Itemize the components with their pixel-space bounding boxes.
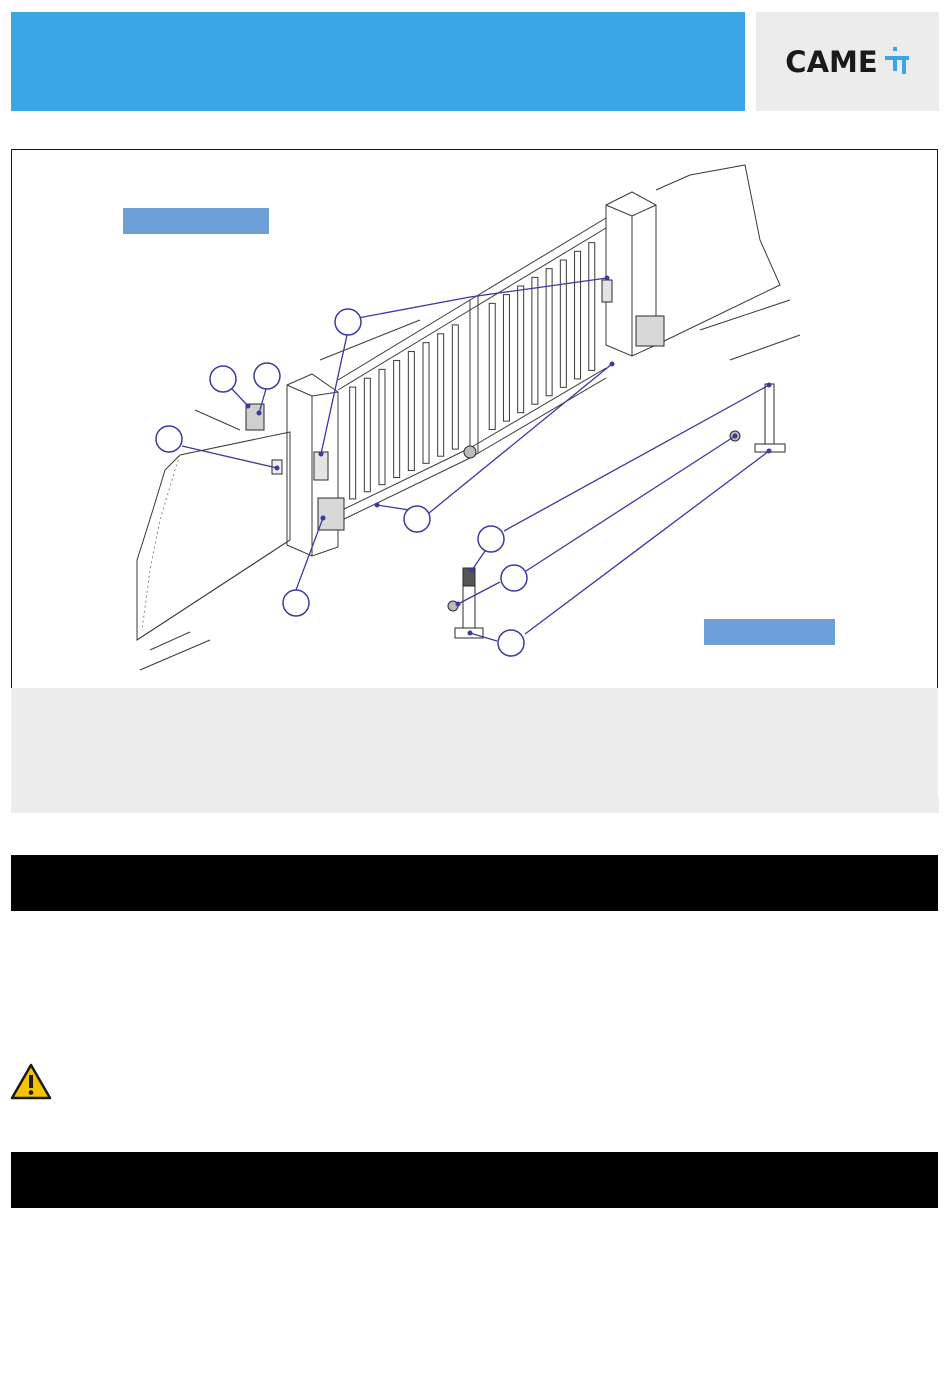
gate-bar — [532, 277, 538, 404]
right-photocell — [602, 280, 612, 302]
callout-6 — [283, 590, 309, 616]
gate-bar — [546, 269, 552, 396]
callout-2 — [210, 366, 236, 392]
callout-7 — [478, 526, 504, 552]
callout-9 — [498, 630, 524, 656]
section-header-2 — [11, 1152, 938, 1208]
gate-bar — [503, 295, 509, 421]
callout-1 — [335, 309, 361, 335]
warning-triangle-icon — [10, 1063, 52, 1101]
gate-bar — [379, 369, 385, 484]
gate-bar — [438, 334, 444, 456]
gate-bar — [394, 360, 400, 477]
callout-3 — [254, 363, 280, 389]
gate-bar — [452, 325, 458, 449]
gate-bar — [364, 378, 370, 492]
right-gearmotor — [636, 316, 664, 346]
left-gearmotor — [318, 498, 344, 530]
gate-bar — [350, 387, 356, 499]
gate-bar — [518, 286, 524, 413]
gate-bar — [560, 260, 566, 387]
gate-bar — [575, 251, 581, 379]
gate-bar — [589, 243, 595, 371]
gate-bar — [423, 343, 429, 464]
section-header-1 — [11, 855, 938, 911]
gate-bar — [408, 352, 414, 471]
brand-logo-text: CAME — [785, 44, 878, 79]
gate-bars — [350, 243, 595, 499]
callout-5 — [404, 506, 430, 532]
gate-lock — [464, 446, 476, 458]
gate-bar — [489, 303, 495, 429]
callout-4 — [156, 426, 182, 452]
callout-8 — [501, 565, 527, 591]
post-right — [765, 384, 774, 448]
